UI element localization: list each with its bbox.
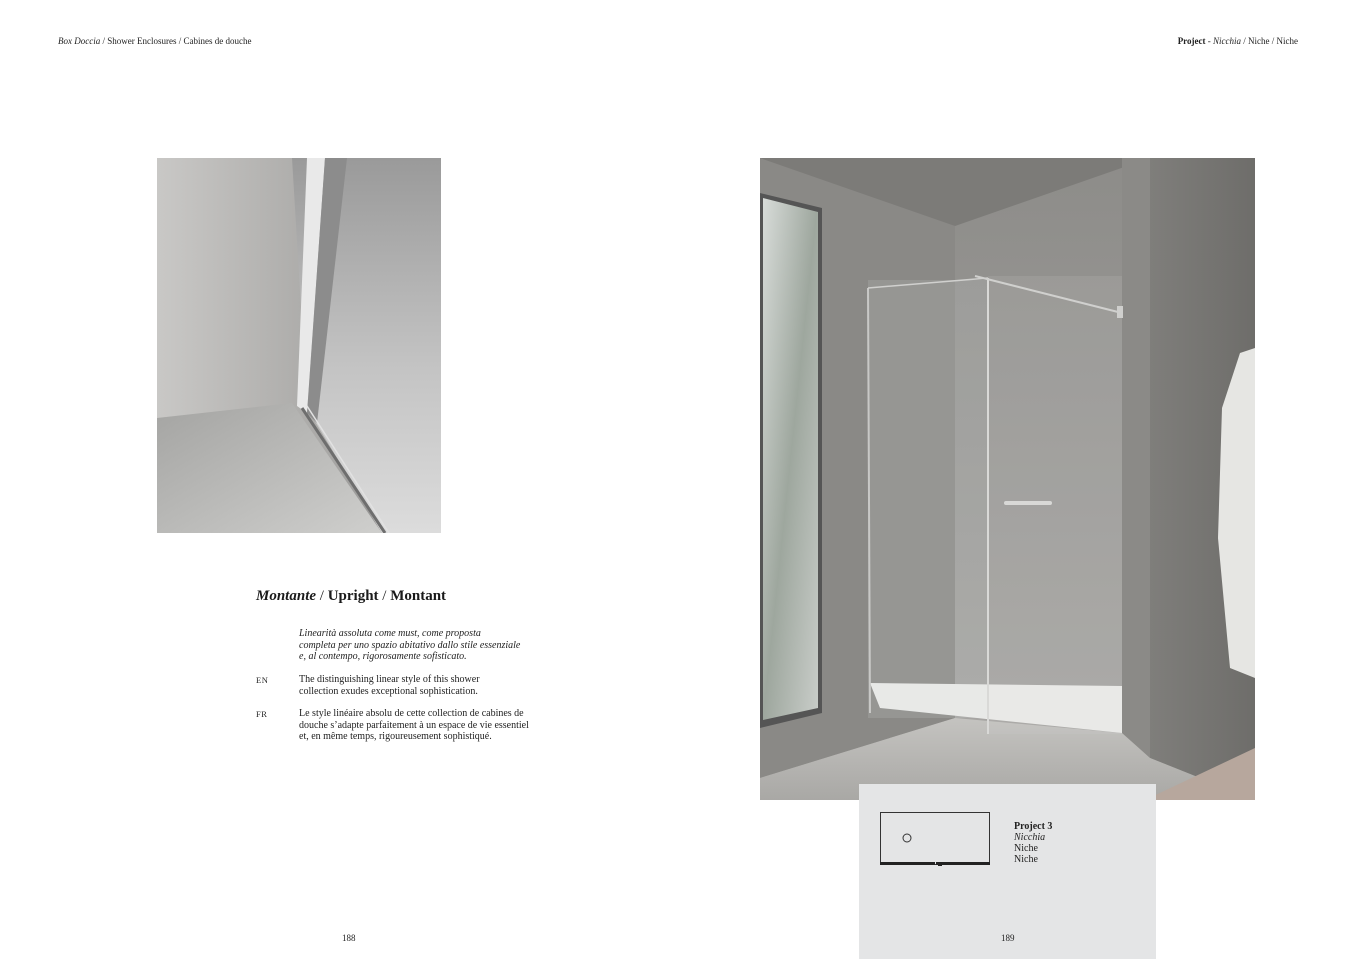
description-line: Le style linéaire absolu de cette collection de cabines de xyxy=(299,708,524,719)
header-right-rest: / Niche / Niche xyxy=(1241,36,1298,46)
description-line: completa per uno spazio abitativo dallo stile essenziale xyxy=(299,639,521,651)
header-right-italic: Nicchia xyxy=(1213,36,1242,46)
project-italian: Nicchia xyxy=(1014,832,1046,843)
description-line: et, en même temps, rigoureusement sophistiqué. xyxy=(299,731,492,742)
description-english xyxy=(299,674,549,697)
upright-detail-photo xyxy=(157,158,441,533)
title-french: Montant xyxy=(390,588,447,604)
description-line: douche s’adapte parfaitement à un espace de vie essentiel xyxy=(299,719,529,731)
description-french xyxy=(299,708,549,743)
page-number-left: 188 xyxy=(342,933,356,943)
title-separator-1: / xyxy=(316,588,328,604)
description-line: e, al contempo, rigorosamente sofisticato. xyxy=(299,651,467,662)
niche-plan-diagram xyxy=(880,812,990,866)
language-code-en: EN xyxy=(256,675,269,685)
shower-enclosure-photo xyxy=(760,158,1255,800)
running-header-right xyxy=(1178,36,1298,46)
upright-detail-illustration xyxy=(157,158,441,533)
section-title xyxy=(256,588,446,605)
language-code-fr: FR xyxy=(256,709,268,719)
description-italian xyxy=(299,628,549,663)
header-right-bold: Project xyxy=(1177,36,1206,46)
title-italian: Montante xyxy=(256,588,317,604)
header-left-rest: / Shower Enclosures / Cabines de douche xyxy=(100,36,252,46)
description-line: Linearità assoluta come must, come proposta xyxy=(299,628,481,639)
project-label xyxy=(1014,821,1052,865)
title-separator-2: / xyxy=(378,588,391,604)
project-french: Niche xyxy=(1014,854,1038,865)
shower-scene-illustration xyxy=(760,158,1255,800)
description-line: collection exudes exceptional sophistication. xyxy=(299,685,478,697)
project-name: Project 3 xyxy=(1014,821,1053,832)
description-line: The distinguishing linear style of this shower xyxy=(299,674,480,685)
project-english: Niche xyxy=(1014,843,1038,854)
title-english: Upright xyxy=(327,588,379,604)
header-right-dash: - xyxy=(1205,36,1214,46)
header-left-italic: Box Doccia xyxy=(58,36,101,46)
running-header-left xyxy=(58,36,251,46)
page-number-right: 189 xyxy=(1001,933,1015,943)
